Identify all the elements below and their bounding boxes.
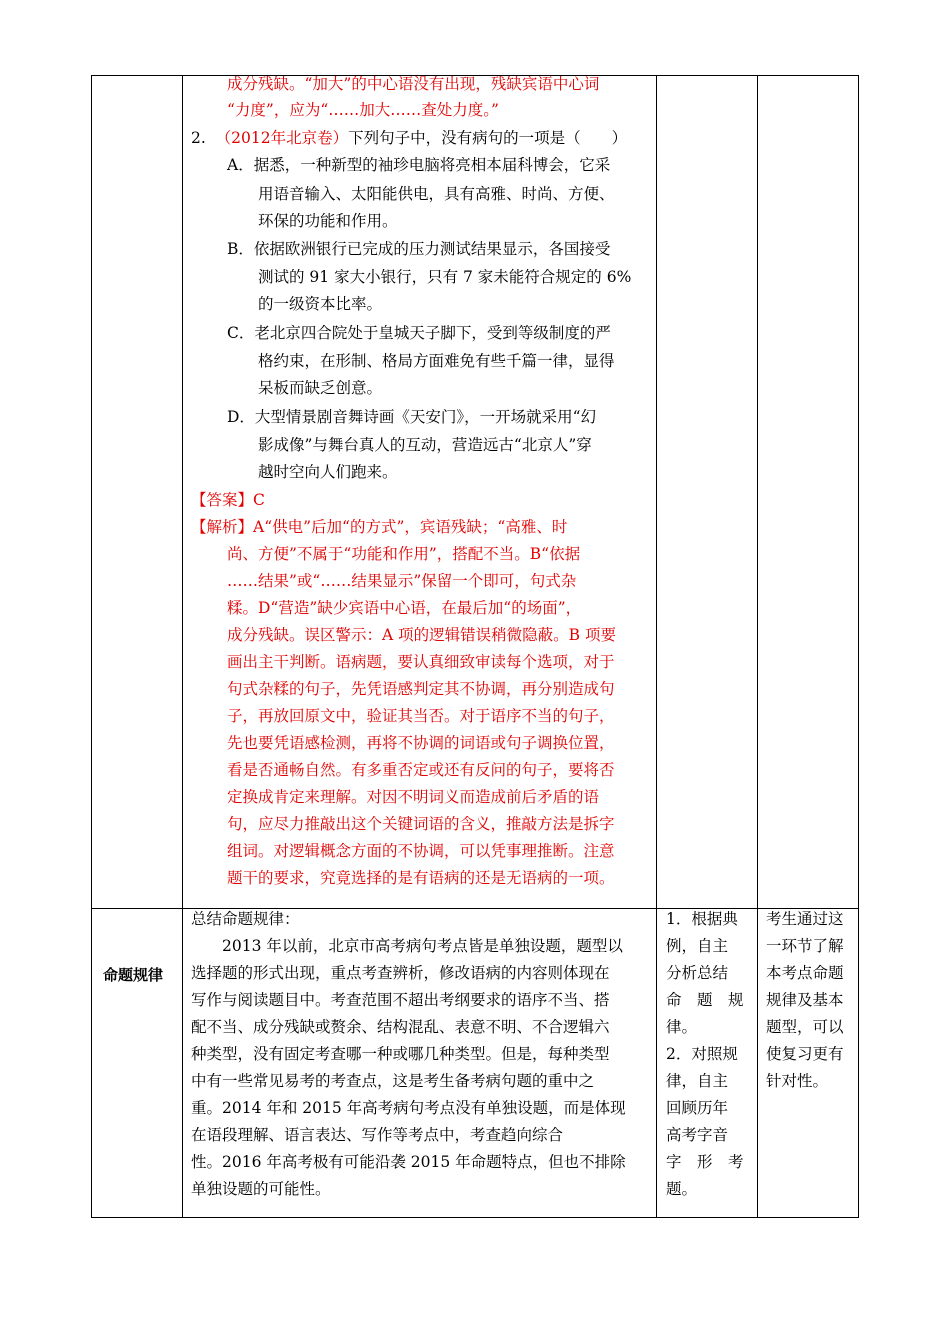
activity-line: 律。 (666, 1018, 698, 1036)
option-a-line: A．据悉，一种新型的袖珍电脑将亮相本届科博会，它采 (227, 156, 611, 174)
analysis-line: 【解析】A“供电”后加“的方式”，宾语残缺；“高雅、时 (191, 518, 568, 536)
answer-line (191, 487, 265, 513)
summary-line: 中有一些常见易考的考查点，这是考生备考病句题的重中之 (191, 1072, 595, 1090)
summary-line: 种类型，没有固定考查哪一种或哪几种类型。但是，每种类型 (191, 1045, 610, 1063)
activity-line: 例，自主 (666, 937, 729, 955)
activity-line: 1．根据典 (666, 910, 738, 928)
summary-line: 在语段理解、语言表达、写作等考点中，考查趋向综合 (191, 1126, 564, 1144)
option-b-line: 的一级资本比率。 (258, 295, 383, 313)
activity-line: 2．对照规 (666, 1045, 738, 1063)
analysis-line: ……结果”或“……结果显示”保留一个即可，句式杂 (227, 572, 577, 590)
summary-line: 重。2014 年和 2015 年高考病句考点没有单独设题，而是体现 (191, 1099, 626, 1117)
analysis-line: 画出主干判断。语病题，要认真细致审读每个选项，对于 (227, 653, 615, 671)
question-source: （2012年北京卷） (215, 129, 349, 147)
analysis-line: 题干的要求，究竟选择的是有语病的还是无语病的一项。 (227, 869, 615, 887)
purpose-line: 使复习更有 (766, 1045, 844, 1063)
option-b-line: B．依据欧洲银行已完成的压力测试结果显示，各国接受 (227, 240, 611, 258)
option-d-line: D．大型情景剧音舞诗画《天安门》，一开场就采用“幻 (227, 408, 597, 426)
purpose-line: 考生通过这 (766, 910, 844, 928)
option-c-line: C．老北京四合院处于皇城天子脚下，受到等级制度的严 (227, 324, 611, 342)
analysis-line: 尚、方便”不属于“功能和作用”，搭配不当。B“依据 (227, 545, 581, 563)
analysis-line: 糅。D“营造”缺少宾语中心语，在最后加“的场面”， (227, 599, 582, 617)
analysis-line: 子，再放回原文中，验证其当否。对于语序不当的句子， (227, 707, 615, 725)
column-divider-1 (182, 75, 183, 1218)
option-c-line: 呆板而缺乏创意。 (258, 379, 383, 397)
activity-line: 律，自主 (666, 1072, 729, 1090)
activity-line: 题。 (666, 1180, 698, 1198)
option-d-line: 越时空向人们跑来。 (258, 463, 398, 481)
summary-line: 单独设题的可能性。 (191, 1180, 331, 1198)
question-heading (191, 125, 627, 151)
analysis-line: 句，应尽力推敲出这个关键词语的含义，推敲方法是拆字 (227, 815, 615, 833)
column-divider-3 (757, 75, 758, 1218)
prev-analysis-line: 成分残缺。“加大”的中心语没有出现，残缺宾语中心词 (227, 75, 600, 93)
analysis-line: 句式杂糅的句子，先凭语感判定其不协调，再分别造成句 (227, 680, 615, 698)
activity-line: 字 形 考 (666, 1153, 744, 1171)
analysis-line: 定换成肯定来理解。对因不明词义而造成前后矛盾的语 (227, 788, 600, 806)
answer-label: 【答案】 (191, 491, 254, 509)
option-a-line: 环保的功能和作用。 (258, 212, 398, 230)
question-stem: 下列句子中，没有病句的一项是（ ） (348, 129, 628, 147)
summary-line: 选择题的形式出现，重点考查辨析，修改语病的内容则体现在 (191, 964, 610, 982)
purpose-line: 本考点命题 (766, 964, 844, 982)
analysis-line: 先也要凭语感检测，再将不协调的词语或句子调换位置， (227, 734, 615, 752)
option-b-line: 测试的 91 家大小银行，只有 7 家未能符合规定的 6% (258, 268, 632, 286)
activity-line: 分析总结 (666, 964, 729, 982)
row-label: 命题规律 (103, 966, 164, 984)
purpose-line: 规律及基本 (766, 991, 844, 1009)
purpose-line: 针对性。 (766, 1072, 829, 1090)
summary-line: 配不当、成分残缺或赘余、结构混乱、表意不明、不合逻辑六 (191, 1018, 610, 1036)
summary-line: 性。2016 年高考极有可能沿袭 2015 年命题特点，但也不排除 (191, 1153, 626, 1171)
purpose-line: 题型，可以 (766, 1018, 844, 1036)
purpose-line: 一环节了解 (766, 937, 844, 955)
activity-line: 高考字音 (666, 1126, 729, 1144)
summary-title: 总结命题规律： (191, 910, 300, 928)
summary-line: 2013 年以前，北京市高考病句考点皆是单独设题，题型以 (191, 937, 623, 955)
analysis-line: 成分残缺。误区警示：A 项的逻辑错误稍微隐蔽。B 项要 (227, 626, 616, 644)
option-c-line: 格约束，在形制、格局方面难免有些千篇一律，显得 (258, 352, 615, 370)
analysis-label: 【解析】 (191, 518, 254, 536)
option-d-line: 影成像”与舞台真人的互动，营造远古“北京人”穿 (258, 436, 592, 454)
answer-value: C (253, 491, 265, 509)
activity-line: 回顾历年 (666, 1099, 729, 1117)
option-a-line: 用语音输入、太阳能供电，具有高雅、时尚、方便、 (258, 185, 615, 203)
analysis-line: 组词。对逻辑概念方面的不协调，可以凭事理推断。注意 (227, 842, 615, 860)
analysis-line: 看是否通畅自然。有多重否定或还有反问的句子，要将否 (227, 761, 615, 779)
prev-analysis-line: “力度”，应为“……加大……查处力度。” (227, 101, 499, 119)
activity-line: 命 题 规 (666, 991, 744, 1009)
summary-line: 写作与阅读题目中。考查范围不超出考纲要求的语序不当、搭 (191, 991, 610, 1009)
column-divider-2 (656, 75, 657, 1218)
question-number: 2. (191, 129, 206, 147)
